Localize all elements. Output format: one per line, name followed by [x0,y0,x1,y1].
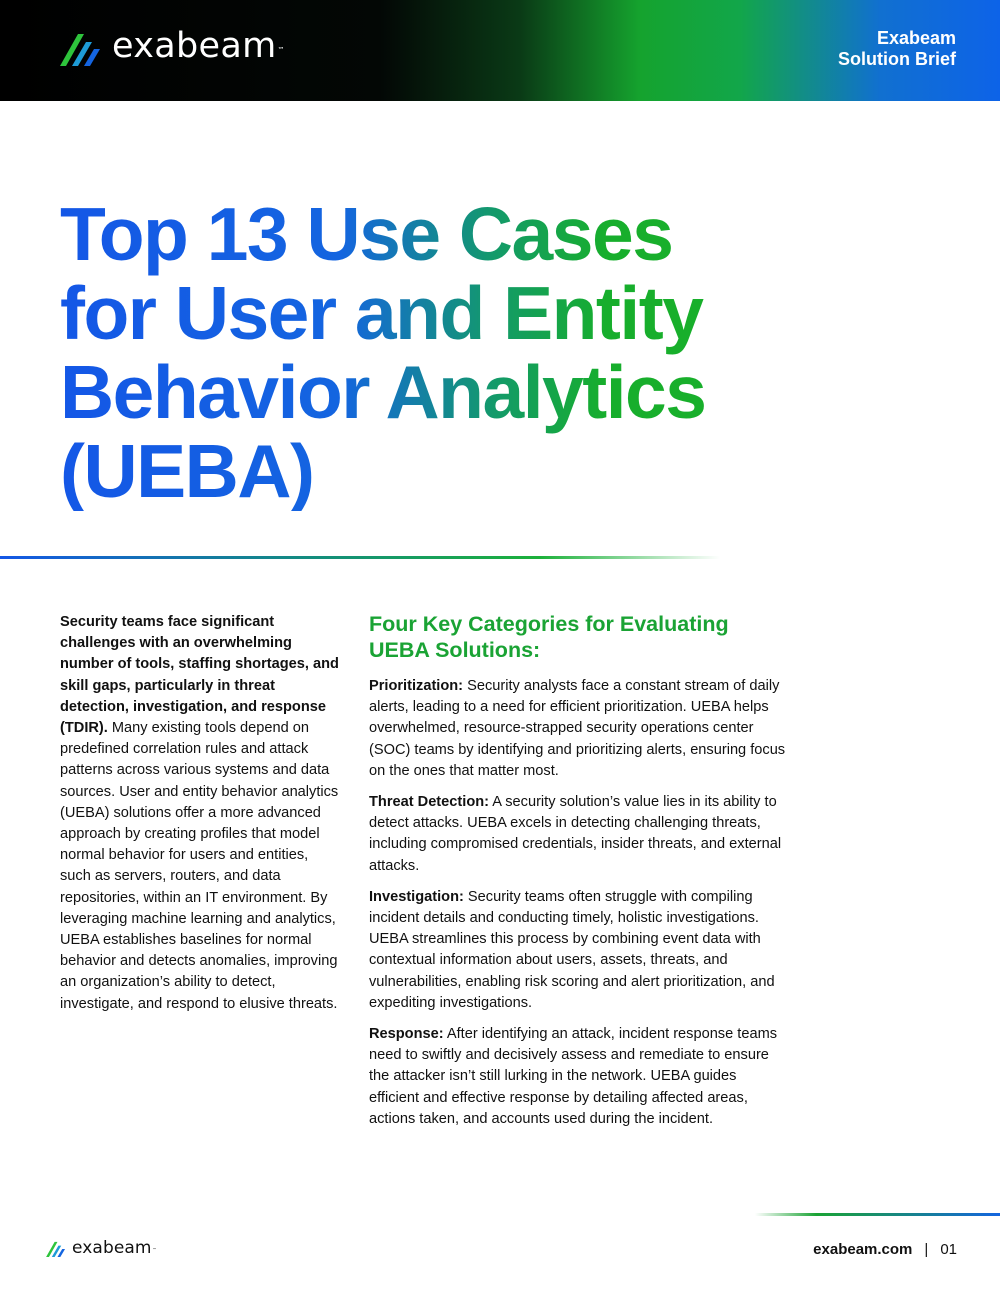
category-term: Prioritization: [369,678,464,694]
title-line: (UEBA) [60,429,314,513]
categories-title: Four Key Categories for Evaluating UEBA Solutions: [369,612,729,662]
category-text: Security teams often struggle with compiling incident details and conducting timely, holistic investigations. UEBA streamlines this process by combining event data with contextual information about users, assets, threats, and vulnerabilities, enabling risk scoring and alert prioritization, and expediting investigations. [369,888,775,1011]
category-prioritization [369,676,789,782]
category-text: A security solution’s value lies in its ability to detect attacks. UEBA excels in detecting challenging threats, including compromised credentials, insider threats, and external attacks. [369,794,782,874]
category-term: Response: [369,1026,444,1043]
footer-info [813,1241,957,1258]
category-response [369,1024,789,1130]
footer-logo[interactable] [46,1240,157,1258]
title-line: for User and Entity [60,271,703,355]
page-title [60,192,760,513]
document-type-label [838,28,956,70]
category-text: Security analysts face a constant stream of daily alerts, leading to a need for efficient prioritization. UEBA helps overwhelmed, resource-strapped security operations center (SOC) teams by identifying and prioritizing alerts, ensuring focus on the ones that matter most. [369,678,786,779]
category-text: After identifying an attack, incident response teams need to swiftly and decisively assess and remediate to ensure the attacker isn’t still lurking in the network. UEBA guides efficient and effective response by detailing affected areas, actions taken, and accounts used during the incident. [369,1026,778,1127]
title-divider [0,556,720,559]
footer-separator: | [924,1241,929,1258]
document-type-line-2: Solution Brief [838,49,956,69]
header-logo-wordmark: exabeam™ [112,26,285,66]
category-term: Threat Detection: [369,794,490,811]
intro-paragraph [60,612,340,1015]
page-number: 01 [940,1241,957,1258]
title-line: Top 13 Use Cases [60,192,673,276]
category-threat-detection [369,792,789,877]
categories-section [369,611,789,1140]
exabeam-logo-icon [60,30,106,68]
exabeam-logo-icon [46,1240,68,1258]
intro-body: Many existing tools depend on predefined correlation rules and attack patterns across various systems and data sources. User and entity behavior analytics (UEBA) solutions offer a more advanced approach by creating profiles that model normal behavior for users and entities, such as servers, routers, and data repositories, within an IT environment. By leveraging machine learning and analytics, UEBA establishes baselines for normal behavior and detects anomalies, improving an organization’s ability to detect, investigate, and respond to elusive threats. [60,720,339,1012]
document-type-line-1: Exabeam [876,28,956,48]
intro-lead: Security teams face significant challenges with an overwhelming number of tools, staffing shortages, and skill gaps, particularly in threat detection, investigation, and response (TDIR). [60,614,339,737]
category-term: Investigation: [369,888,464,905]
header-banner [0,0,1000,101]
category-investigation [369,887,789,1014]
footer-logo-wordmark: exabeam™ [72,1238,157,1258]
footer-divider [755,1213,1000,1216]
header-logo[interactable] [60,26,285,68]
title-line: Behavior Analytics [60,350,706,434]
website-link[interactable]: exabeam.com [813,1241,913,1258]
